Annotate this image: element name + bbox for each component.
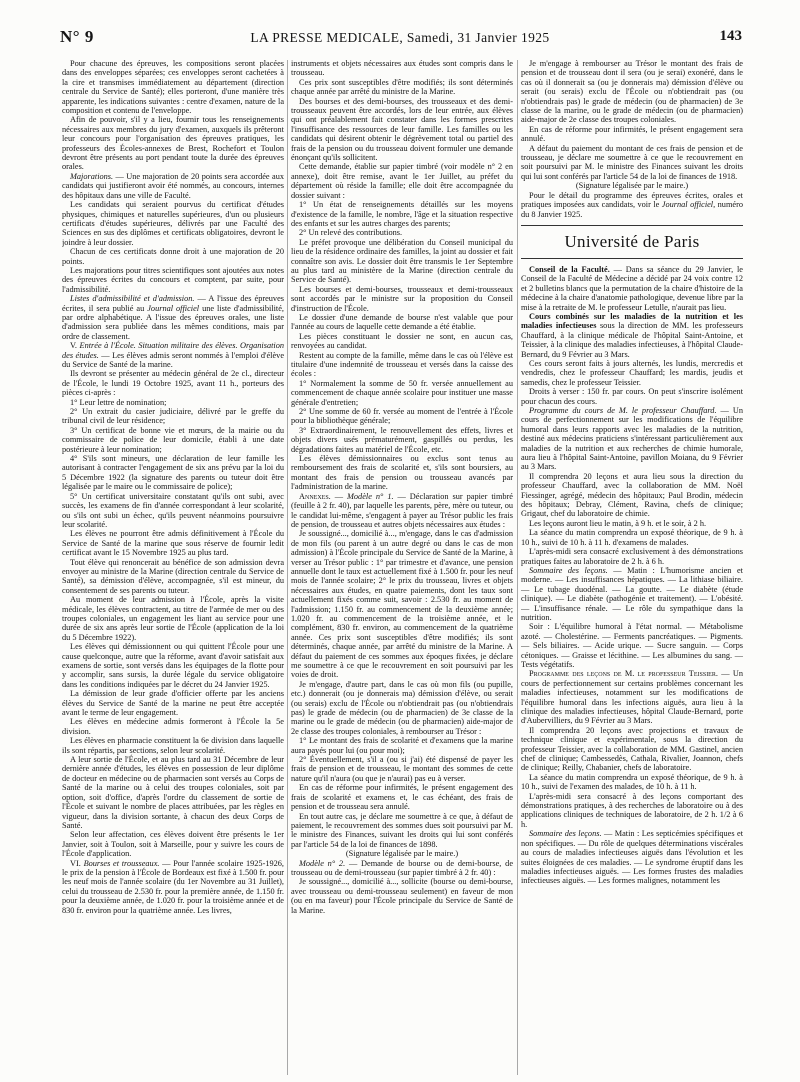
paragraph bbox=[62, 755, 284, 830]
paragraph bbox=[291, 426, 513, 454]
paragraph bbox=[521, 528, 743, 547]
text-run: 1° Normalement la somme de 50 fr. versée annuellement au commencement de chaque année scolaire pour instituer une masse générale d'entretien; bbox=[291, 378, 513, 407]
text-run: — Un cours de perfectionnement sur les modifications de l'équilibre humoral dans leurs rapports avec les maladies de la nutrition, destiné aux médecins praticiens s'intéressant particulièrement aux maladies de la nutrition et aux recherches de chimie humorale, aura lieu à l'hôpital Saint-Antoine, pavillon Moiana, du 9 Février au 3 Mars. bbox=[521, 406, 743, 472]
paragraph bbox=[521, 792, 743, 830]
text-run: Pour chacune des épreuves, les compositions seront placées dans des enveloppes séparées; ces enveloppes seront cachetées à la cire et transmises immédiatement au département (direction centrale du Service de Santé); elles porteront, d'une manière très apparente, les indications suivantes : centre d'examen, nature de la composition et contenu de l'enveloppe. bbox=[62, 59, 284, 116]
paragraph bbox=[62, 59, 284, 115]
paragraph bbox=[291, 313, 513, 332]
text-run: Les élèves ne pourront être admis définitivement à l'École du Service de Santé de la marine que sous réserve de fournir ledit certificat avant le 15 Novembre 1925 au plus tard. bbox=[62, 529, 284, 558]
text-run: Il comprendra 20 leçons et aura lieu sous la direction du professeur Chauffard, avec la collaboration de MM. Noël Fiessinger, agrégé, médecin des hôpitaux; Paul Brodin, médecin des hôpitaux; Debray, Clément, Ravina, chefs de clinique; Grigaut, chef du laboratoire de chimie. bbox=[521, 471, 743, 519]
text-run: — Matin : Les septicémies spécifiques et non spécifiques. — Du rôle de quelques déterminations viscérales au cours de maladies infectieuses aiguës dans l'évolution et les suites éloignées de ces maladies. — Le syndrome éruptif dans les maladies infectieuses aiguës. — Les formes frustes des maladies infectieuses aiguës. — Les formes malignes, notamment les bbox=[521, 829, 743, 886]
text-run: Il comprendra 20 leçons avec projections et travaux de technique clinique et expérimentale, sous la direction du professeur Teissier, avec la collaboration de MM. Gastinel, ancien chef de clinique; Cambessedès, Cathala, Rivalier, Joannon, chefs de clinique; Reilly, Chabanier, chefs de laboratoire. bbox=[521, 725, 743, 773]
text-run: — Les élèves admis seront nommés à l'emploi d'élève du Service de Santé de la marine. bbox=[62, 350, 284, 369]
paragraph bbox=[521, 726, 743, 773]
text-run: — Un cours de perfectionnement sur certains problèmes concernant les maladies infectieuses, notamment sur les modifications de l'équilibre humoral dans les infections aiguës, aura lieu à la clinique des maladies infectieuses, hôpital Claude-Bernard, porte d'Aubervilliers, du 9 Février au 3 Mars. bbox=[521, 669, 743, 726]
text-run: Annexes. bbox=[299, 491, 331, 501]
text-run: Au moment de leur admission à l'École, après la visite médicale, les élèves contractent, au titre de l'armée de mer ou des troupes coloniales, un engagement les liant au service pour une durée de six ans après leur sortie de l'École (application de la loi du 5 Décembre 1922). bbox=[62, 595, 284, 642]
paragraph bbox=[291, 877, 513, 915]
paragraph bbox=[521, 669, 743, 725]
text-run: Sommaire des leçons. bbox=[529, 829, 602, 839]
text-run: Je soussigné..., domicilié à..., sollicite (bourse ou demi-bourse, avec trousseau ou demi-trousseau seulement) en faveur de mon (ou en ma faveur) pour l'École principale du Service de Santé de la Marine. bbox=[291, 877, 513, 915]
text-run: 2° Éventuellement, s'il a (ou si j'ai) été dispensé de payer les frais de pension et de trousseau, le montant des sommes de cette nature qu'il n'aura (ou que je n'aurai) pas eu à verser. bbox=[291, 755, 513, 783]
paragraph bbox=[291, 492, 513, 530]
paragraph bbox=[521, 265, 743, 312]
text-run: Pour le détail du programme des épreuves écrites, orales et pratiques imposées aux candidats, voir le bbox=[521, 190, 743, 210]
paragraph bbox=[62, 266, 284, 294]
paragraph bbox=[291, 755, 513, 783]
text-run: — Demande de bourse ou de demi-bourse, de trousseau ou de demi-trousseau (sur papier timbré à 2 fr. 40) : bbox=[291, 858, 513, 877]
paragraph bbox=[291, 228, 513, 237]
paragraph bbox=[62, 294, 284, 341]
text-run: — Une majoration de 20 points sera accordée aux candidats qui justifieront avoir été nommés, au concours, internes des hôpitaux dans une ville de Faculté. bbox=[62, 171, 284, 200]
text-run: Journal officiel bbox=[661, 200, 714, 210]
paragraph bbox=[521, 566, 743, 622]
text-run: 4° S'ils sont mineurs, une déclaration de leur famille les autorisant à contracter l'engagement de six ans prévu par la loi du 5 Décembre 1922 (la signature des parents ou tuteur doit être légalisée par le maire ou le commissaire de police); bbox=[62, 454, 284, 492]
paragraph bbox=[62, 736, 284, 755]
text-run: Le dossier d'une demande de bourse n'est valable que pour l'année au cours de laquelle cette demande a été établie. bbox=[291, 312, 513, 332]
paragraph bbox=[291, 736, 513, 755]
section-heading bbox=[521, 225, 743, 259]
text-run: 3° Extraordinairement, le renouvellement des effets, livres et objets divers usés prématurément, gaspillés ou perdus, les dégradations faites au matériel de l'École, etc. bbox=[291, 425, 513, 454]
paragraph bbox=[521, 519, 743, 528]
text-run: , numéro du 8 Janvier 1925. bbox=[521, 200, 743, 219]
text-run: 1° Le montant des frais de scolarité et d'examens que la marine aura payés pour lui (ou pour moi); bbox=[291, 736, 513, 755]
paragraph bbox=[291, 859, 513, 878]
paragraph bbox=[521, 773, 743, 792]
paragraph bbox=[291, 59, 513, 78]
text-run: Cette demande, établie sur papier timbré (voir modèle n° 2 en annexe), doit être remise, avant le 1er Juillet, au préfet du département où réside la famille; elle doit être accompagnée du dossier suivant : bbox=[291, 162, 513, 200]
paragraph bbox=[521, 181, 743, 190]
paragraph bbox=[291, 97, 513, 163]
text-run: Chacun de ces certificats donne droit à une majoration de 20 points. bbox=[62, 247, 284, 266]
text-run: Droits à verser : 150 fr. par cours. On peut s'inscrire isolément pour chacun des cours. bbox=[521, 387, 743, 406]
text-run: L'après-midi sera consacré exclusivement à des démonstrations pratiques faites au laboratoire de 2 h. à 6 h. bbox=[521, 547, 743, 566]
paragraph bbox=[521, 472, 743, 519]
paragraph bbox=[62, 398, 284, 407]
text-run: sous la direction de MM. les professeurs Chauffard, à la clinique médicale de l'hôpital Saint-Antoine, et Teissier, à la clinique des maladies infectieuses, à l'hôpital Claude-Bernard, du 9 Février au 3 Mars. bbox=[521, 321, 743, 359]
paragraph bbox=[291, 680, 513, 736]
text-run: — Dans sa séance du 29 Janvier, le Conseil de la Faculté de Médecine a décidé par 24 voix contre 12 et 2 bulletins blancs que la permutation de la chaire d'histoire de la médecine à la chaire d'anatomie pathologique, devenue libre par la mise à la retraite de M. le professeur Letulle, n'aurait pas lieu. bbox=[521, 264, 743, 312]
text-run: Bourses et trousseaux. bbox=[83, 858, 160, 868]
paragraph bbox=[62, 859, 284, 915]
paragraph bbox=[291, 812, 513, 850]
paragraph bbox=[62, 642, 284, 689]
text-run: La séance du matin comprendra un exposé théorique, de 9 h. à 10 h., suivi de 10 h. à 11 h. d'examens de malades. bbox=[521, 528, 743, 547]
text-run: Programme du cours de M. le professeur Chauffard. bbox=[529, 406, 717, 415]
text-run: 1° Leur lettre de nomination; bbox=[70, 397, 167, 407]
paragraph bbox=[291, 78, 513, 97]
column-right bbox=[521, 59, 743, 1077]
paragraph bbox=[521, 547, 743, 566]
paragraph bbox=[521, 829, 743, 885]
text-run: 1° Un état de renseignements détaillés sur les moyens d'existence de la famille, le nombre, l'âge et la situation respective des enfants et sur les autres charges des parents; bbox=[291, 200, 513, 228]
page-number: 143 bbox=[719, 28, 742, 44]
paragraph bbox=[291, 285, 513, 313]
text-run: Modèle n° 2. bbox=[299, 858, 346, 868]
paragraph bbox=[62, 529, 284, 557]
text-run: La démission de leur grade d'officier offerte par les anciens élèves du Service de Santé de la marine ne peut être acceptée avant le terme de leur engagement. bbox=[62, 689, 284, 718]
text-run: Majorations. bbox=[70, 171, 114, 181]
text-run: Ils devront se présenter au médecin général de 2e cl., directeur de l'École, le lundi 19 Octobre 1925, avant 11 h., porteurs des pièces ci-après : bbox=[62, 369, 284, 398]
paragraph bbox=[291, 407, 513, 426]
text-run: Les élèves en médecine admis formeront à l'École la 5e division. bbox=[62, 717, 284, 736]
text-run: Programme des leçons de M. le professeur Teissier. bbox=[529, 669, 718, 679]
text-run: (Signature légalisée par le maire.) bbox=[575, 181, 689, 191]
text-run: 2° Un extrait du casier judiciaire, délivré par le greffe du tribunal civil de leur résidence; bbox=[62, 407, 284, 426]
paragraph bbox=[521, 387, 743, 406]
text-run: Les leçons auront lieu le matin, à 9 h. et le soir, à 2 h. bbox=[529, 518, 707, 528]
text-run: Les bourses et demi-bourses, trousseaux et demi-trousseaux sont accordés par le ministre sur la proposition du Conseil d'instruction de l'École. bbox=[291, 284, 513, 313]
text-run: Les élèves qui démissionnent ou qui quittent l'École pour une cause quelconque, autre que la réforme, avant d'avoir satisfait aux examens de sortie, sont versés dans les équipages de la flotte pour y accomplir, sans sursis, la durée légale du service obligatoire dans les conditions indiquées par le décret du 24 Janvier 1925. bbox=[62, 642, 284, 689]
text-run: Sommaire des leçons. bbox=[529, 565, 608, 575]
text-run: Tout élève qui renoncerait au bénéfice de son admission devra envoyer au ministre de la Marine (direction centrale du Service de Santé), sa démission d'élève, accompagnée, s'il est mineur, du consentement de ses parents ou tuteur. bbox=[62, 557, 284, 595]
paragraph bbox=[521, 312, 743, 359]
text-run: Le préfet provoque une délibération du Conseil municipal du lieu de la résidence ordinaire des familles, la joint au dossier et fait connaître son avis. Le dossier doit être transmis le 1er Septembre au plus tard au ministère de la Marine (direction centrale du Service de Santé). bbox=[291, 237, 513, 285]
text-run: Les pièces constituant le dossier ne sont, en aucun cas, renvoyées au candidat. bbox=[291, 331, 513, 351]
paragraph bbox=[62, 595, 284, 642]
text-run: A défaut du paiement du montant de ces frais de pension et de trousseau, je déclare me soumettre à ce que le recouvrement en soit poursuivi par M. le ministre des Finances suivant les droits qui lui sont conférés par l'article 54 de la loi de finances de 1918. bbox=[521, 143, 743, 181]
paragraph bbox=[521, 406, 743, 472]
text-run: En tout autre cas, je déclare me soumettre à ce que, à défaut de paiement, le recouvrement des sommes dues soit poursuivi par M. le ministre des Finances, suivant les droits qui lui sont conférés par l'article 54 de la loi de finances de 1898. bbox=[291, 811, 513, 849]
running-title: LA PRESSE MEDICALE, Samedi, 31 Janvier 1925 bbox=[250, 30, 550, 45]
text-run: — bbox=[330, 491, 347, 501]
text-run: Listes d'admissibilité et d'admission. bbox=[70, 294, 195, 304]
text-run: — Pour l'année scolaire 1925-1926, le prix de la pension à l'École de Bordeaux est fixé à 1.500 fr. pour les neuf mois de l'année scolaire (du 1er Novembre au 31 Juillet), celui du trousseau de 2.530 fr. pour la première année, de 1.150 fr. pour la deuxième année, de 1.020 fr. pour la troisième année et de 830 fr. environ pour la quatrième année. Les livres, bbox=[62, 858, 284, 915]
paragraph bbox=[62, 247, 284, 266]
text-run: — A l'issue des épreuves écrites, il sera publié au bbox=[62, 294, 284, 313]
text-run: Université de Paris bbox=[564, 231, 700, 251]
paragraph bbox=[291, 849, 513, 858]
paragraph bbox=[521, 622, 743, 669]
paragraph bbox=[62, 341, 284, 369]
text-run: L'après-midi sera consacré à des leçons comportant des démonstrations pratiques, à des recherches de laboratoire ou à des applications cliniques de techniques de laboratoire, de 2 h. 1/2 à 6 h. bbox=[521, 791, 743, 829]
text-run: instruments et objets nécessaires aux études sont compris dans le trousseau. bbox=[291, 59, 513, 78]
text-run: — Matin : L'humorisme ancien et moderne. — Les insuffisances hépatiques. — La lithiase biliaire. — Le tubage duodénal. — La goutte. — Le diabète (étude clinique). — Le diabète (pathogénie et traitement). — L'obésité. — L'insuffisance rénale. — Le rôle du sympathique dans la nutrition. bbox=[521, 565, 743, 622]
text-run: En cas de réforme pour infirmités, le présent engagement sera annulé. bbox=[521, 124, 743, 144]
column-rule bbox=[517, 60, 518, 1075]
text-run: Les candidats qui seraient pourvus du certificat d'études physiques, chimiques et naturelles supérieures, d'un ou plusieurs certificats d'études supérieures, délivrés par une Faculté des Sciences en sus des diplômes et certificats obligatoires, devront le joindre à leur dossier. bbox=[62, 200, 284, 247]
paragraph bbox=[521, 59, 743, 125]
paragraph bbox=[62, 558, 284, 596]
text-run: V. bbox=[70, 341, 80, 351]
text-run: 2° Une somme de 60 fr. versée au moment de l'entrée à l'École pour la bibliothèque générale; bbox=[291, 407, 513, 426]
paragraph bbox=[291, 454, 513, 492]
text-run: A leur sortie de l'École, et au plus tard au 31 Décembre de leur dernière année d'études, les élèves en possession de leur diplôme de docteur en médecine ou de pharmacien sont versés au Corps de Santé de la marine ou à celui des troupes coloniales, soit par option, soit d'office, d'après l'ordre du classement de sortie de l'École et suivant le nombre de places attribuées, par les règles en vigueur, dans la division sortante, à chacun des deux Corps de Santé. bbox=[62, 755, 284, 830]
paragraph bbox=[521, 125, 743, 144]
text-run: Je m'engage, d'autre part, dans le cas où mon fils (ou pupille, etc.) donnerait (ou je donnerais ma) démission d'élève, ou serait (ou serais) exclu de l'École ou n'obtiendrait pas (ou n'obtiendrais pas) le grade de médecin (ou de pharmacien) de 3e classe de la marine ou le grade de médecin (ou de pharmacien) aide-major de 2e classe des troupes coloniales, à rembourser au Trésor : bbox=[291, 679, 513, 736]
text-run: La séance du matin comprendra un exposé théorique, de 9 h. à 10 h., suivi de l'examen des malades, de 10 h. à 11 h. bbox=[521, 772, 743, 792]
text-run: En cas de réforme pour infirmités, le présent engagement des frais de scolarité et examens et, le cas échéant, des frais de pension et de trousseau sera annulé. bbox=[291, 783, 513, 812]
text-run: VI. bbox=[70, 858, 84, 868]
paragraph bbox=[62, 407, 284, 426]
paragraph bbox=[521, 359, 743, 387]
text-run: (Signature légalisée par le maire.) bbox=[345, 849, 459, 859]
text-run: Des bourses et des demi-bourses, des trousseaux et des demi-trousseaux peuvent être accordés, lors de leur entrée, aux élèves qui ont préalablement fait constater dans les formes prescrites l'insuffisance des ressources de leur famille. Les familles ou les candidats qui désirent obtenir le dégrèvement total ou partiel des frais de la pension ou du trousseau doivent formuler une demande énonçant qu'ils sollicitent. bbox=[291, 96, 513, 163]
paragraph bbox=[62, 172, 284, 200]
paragraph bbox=[291, 238, 513, 285]
column-left bbox=[62, 59, 284, 1077]
column-middle bbox=[291, 59, 513, 1077]
issue-number: N° 9 bbox=[60, 27, 94, 46]
text-run: 5° Un certificat universitaire constatant qu'ils ont subi, avec succès, les examens de fin d'année correspondant à leur scolarité, ou s'ils ont subi un échec, qu'ils peuvent néanmoins poursuivre leur scolarité. bbox=[62, 491, 284, 529]
text-run: Selon leur affectation, ces élèves doivent être présents le 1er Janvier, soit à Toulon, soit à Marseille, pour y suivre les cours de l'École d'application. bbox=[62, 830, 284, 859]
text-run: Je m'engage à rembourser au Trésor le montant des frais de pension et de trousseau dont il sera (ou je serai) exonéré, dans le cas où il donnerait sa (ou je donnerais ma) démission d'élève ou serait (ou serais) exclu de l'École ou n'obtiendrait pas (ou n'obtiendrais pas) le grade de médecin (ou de pharmacien) de 3e classe de la marine, ou le grade de médecin (ou de pharmacien) aide-major de 2e classe des troupes coloniales. bbox=[521, 59, 743, 125]
column-rule bbox=[287, 60, 288, 1075]
paragraph bbox=[521, 191, 743, 219]
text-run: Entrée à l'École. Situation militaire des élèves. Organisation des études. bbox=[62, 341, 284, 360]
text-run: Je soussigné..., domicilié à..., m'engage, dans le cas d'admission de mon fils (ou parent à un autre degré ou dans le cas de mon admission) à l'École principale du Service de Santé de la Marine, à verser au Trésor public : 1° par trimestre et d'avance, une pension annuelle dont le taux est actuellement fixé à 1.500 fr. pour les neuf mois de l'année scolaire; 2° le prix du trousseau, livres et objets nécessaires aux études, en quatre paiements, dont les taux sont actuellement fixés comme suit, savoir : 2.530 fr. au moment de l'admission; 1.150 fr. au commencement de la deuxième année; 1.020 fr. au commencement de la troisième année, et le complément, 830 fr. environ, au commencement de la quatrième année. Ces prix sont susceptibles d'être modifiés; ils sont déterminés, chaque année, par arrêté du ministre de la Marine. A défaut du paiement de ces sommes aux époques fixées, je déclare me soumettre à ce que le recouvrement en soit poursuivi par les voies de droit. bbox=[291, 529, 513, 680]
text-run: — Déclaration sur papier timbré (feuille à 2 fr. 40), par laquelle les parents, père, mère ou tuteur, ou le candidat lui-même, s'engagent à payer au Trésor public les frais de pension, de trousseau et autres objets nécessaires aux études : bbox=[291, 491, 513, 529]
paragraph bbox=[291, 351, 513, 379]
paragraph bbox=[62, 830, 284, 858]
text-run: 2° Un relevé des contributions. bbox=[299, 228, 403, 238]
paragraph bbox=[291, 162, 513, 200]
paragraph bbox=[291, 200, 513, 228]
paragraph bbox=[291, 379, 513, 407]
paragraph bbox=[291, 332, 513, 351]
text-run: Cours combinés sur les maladies de la nutrition et les maladies infectieuses bbox=[521, 311, 743, 331]
text-run: Les élèves en pharmacie constituent la 6e division dans laquelle ils sont répartis, par sections, selon leur scolarité. bbox=[62, 736, 284, 755]
text-run: Afin de pouvoir, s'il y a lieu, fournir tous les renseignements nécessaires aux membres du jury d'examen, auxquels ils prêteront leur concours pour l'organisation des épreuves pratiques, les professeurs des Écoles-annexes de Brest, Rochefort et Toulon devront être présents au port pendant toute la durée des épreuves orales. bbox=[62, 115, 284, 172]
paragraph bbox=[62, 717, 284, 736]
paragraph bbox=[291, 529, 513, 680]
text-run: Les majorations pour titres scientifiques sont ajoutées aux notes des épreuves écrites du concours et comptent, par suite, pour l'admissibilité. bbox=[62, 265, 284, 294]
paragraph bbox=[62, 454, 284, 492]
text-run: Ces cours seront faits à jours alternés, les lundis, mercredis et vendredis, chez le professeur Chauffard; les mardis, jeudis et samedis, chez le professeur Teissier. bbox=[521, 358, 743, 387]
text-run: 3° Un certificat de bonne vie et mœurs, de la mairie ou du commissaire de police de leur domicile, établi à une date postérieure à leur nomination; bbox=[62, 425, 284, 454]
paragraph bbox=[62, 200, 284, 247]
paragraph bbox=[291, 783, 513, 811]
text-run: Modèle n° 1. bbox=[347, 491, 394, 501]
text-run: Journal officiel bbox=[147, 303, 200, 313]
paragraph bbox=[62, 689, 284, 717]
text-run: une liste d'admissibilité, par ordre alphabétique. A l'issue des épreuves orales, une liste d'admission sera publiée dans les mêmes conditions, mais par ordre de classement. bbox=[62, 303, 284, 341]
text-run: Ces prix sont susceptibles d'être modifiés; ils sont déterminés chaque année par arrêté du ministre de la Marine. bbox=[291, 77, 513, 97]
text-run: Conseil de la Faculté. bbox=[529, 264, 610, 274]
text-run: Restent au compte de la famille, même dans le cas où l'élève est titulaire d'une indemnité de trousseau et versés dans la caisse des écoles : bbox=[291, 350, 513, 379]
paragraph bbox=[62, 115, 284, 171]
paragraph bbox=[62, 369, 284, 397]
text-run: Les élèves démissionnaires ou exclus sont tenus au remboursement des frais de scolarité et, s'ils sont boursiers, au montant des frais de pension ou trousseau avancés par l'administration de la marine. bbox=[291, 454, 513, 492]
paragraph bbox=[521, 144, 743, 182]
paragraph bbox=[62, 492, 284, 530]
text-run: Soir : L'équilibre humoral à l'état normal. — Métabolisme azoté. — Cholestérine. — Ferments pancréatiques. — Pigments. — Sels biliaires. — Acide urique. — Sucre sanguin. — Corps cétoniques. — Graisse et lécithine. — Les albumines du sang. — Tests végétatifs. bbox=[521, 622, 743, 669]
paragraph bbox=[62, 426, 284, 454]
